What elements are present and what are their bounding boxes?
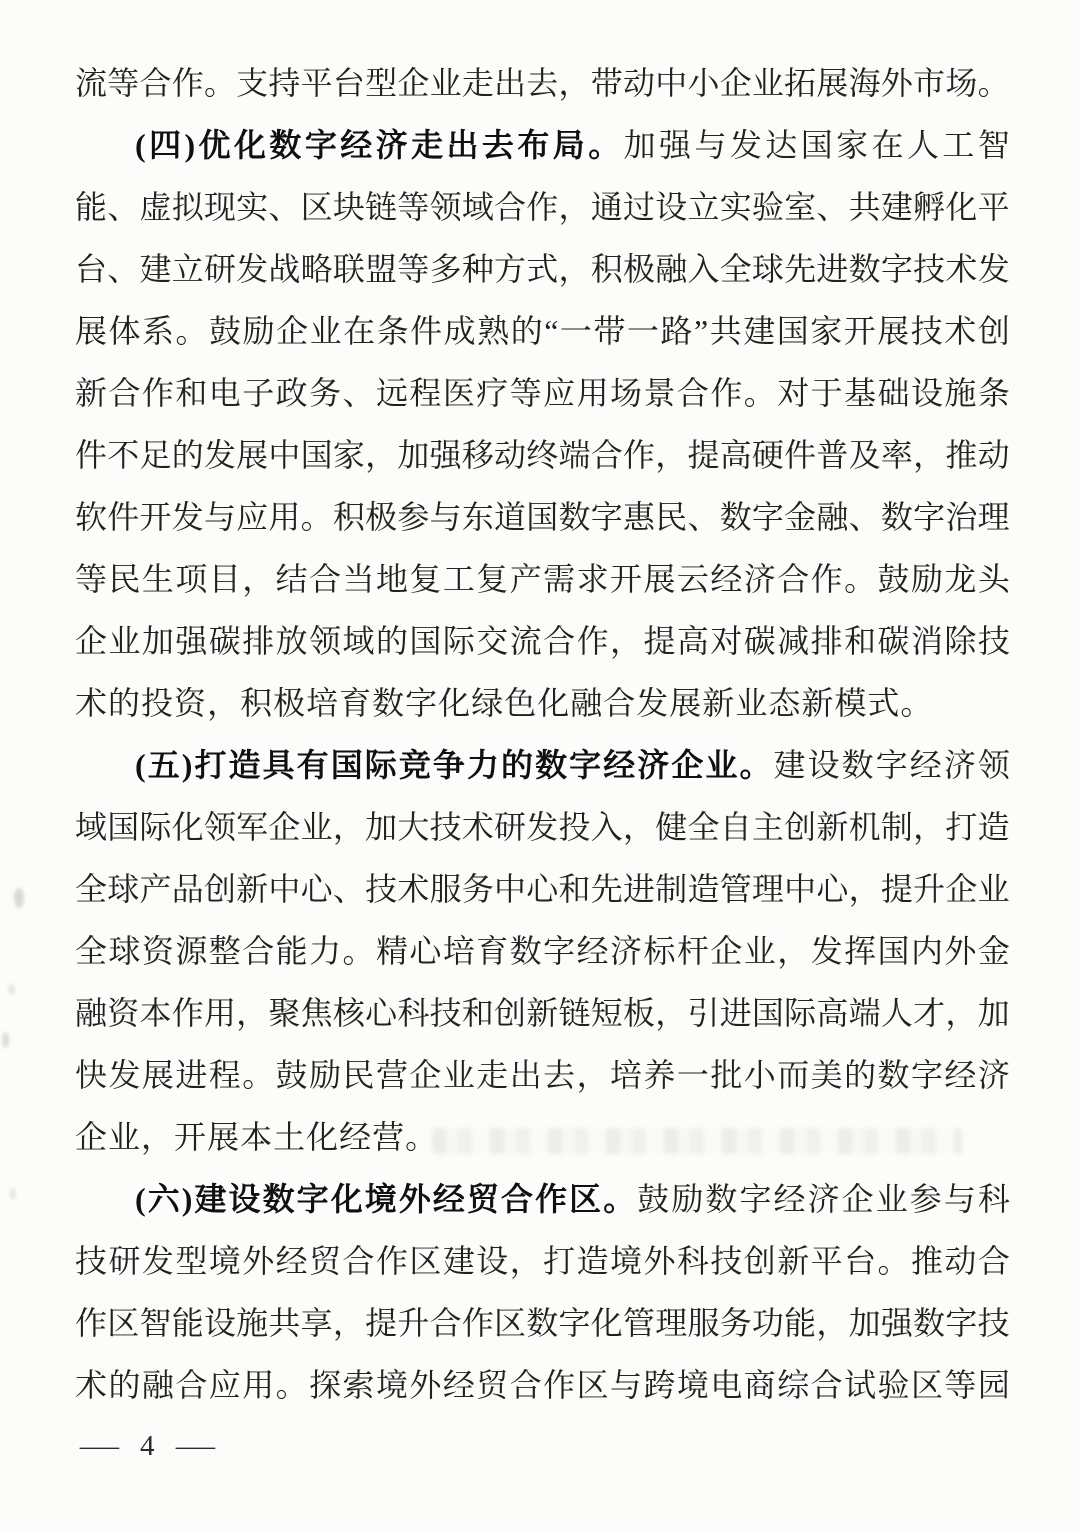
- text-line: 新 合 作 和 电 子 政 务 、 远 程 医 疗 等 应 用 场 景 合 作 。 对 于 基 础 设 施 条: [75, 375, 1010, 411]
- scan-smudge: [14, 888, 24, 908]
- text-line: 术 的 投 资 ， 积 极 培 育 数 字 化 绿 色 化 融 合 发 展 新 业 态 新 模 式 。: [75, 685, 933, 721]
- scan-smudge: [10, 1188, 16, 1200]
- text-line: 全 球 资 源 整 合 能 力 。 精 心 培 育 数 字 经 济 标 杆 企 业 ， 发 挥 国 内 外 金: [75, 933, 1010, 969]
- text-line: 融 资 本 作 用 ， 聚 焦 核 心 科 技 和 创 新 链 短 板 ， 引 进 国 际 高 端 人 才 ， 加: [75, 995, 1010, 1031]
- text-line: 展 体 系 。 鼓 励 企 业 在 条 件 成 熟 的 “ 一 带 一 路 ” 共 建 国 家 开 展 技 术 创: [75, 313, 1010, 349]
- footer-dash-left: —: [79, 1430, 120, 1462]
- page-number: 4: [140, 1430, 155, 1462]
- text-line: 流 等 合 作 。 支 持 平 台 型 企 业 走 出 去 ， 带 动 中 小 企 业 拓 展 海 外 市 场 。: [75, 65, 1010, 101]
- text-line: 软 件 开 发 与 应 用 。 积 极 参 与 东 道 国 数 字 惠 民 、 数 字 金 融 、 数 字 治 理: [75, 499, 1010, 535]
- text-line: 等 民 生 项 目 ， 结 合 当 地 复 工 复 产 需 求 开 展 云 经 济 合 作 。 鼓 励 龙 头: [75, 561, 1010, 597]
- text-line: 台 、 建 立 研 发 战 略 联 盟 等 多 种 方 式 ， 积 极 融 入 全 球 先 进 数 字 技 术 发: [75, 251, 1010, 287]
- text-line: 全 球 产 品 创 新 中 心 、 技 术 服 务 中 心 和 先 进 制 造 管 理 中 心 ， 提 升 企 业: [75, 871, 1010, 907]
- section-heading-line: ( 六 ) 建 设 数 字 化 境 外 经 贸 合 作 区 。 鼓 励 数 字 经 济 企 业 参 与 科: [135, 1181, 1010, 1217]
- section-heading-line: ( 四 ) 优 化 数 字 经 济 走 出 去 布 局 。 加 强 与 发 达 国 家 在 人 工 智: [135, 127, 1010, 163]
- text-line: 件 不 足 的 发 展 中 国 家 ， 加 强 移 动 终 端 合 作 ， 提 高 硬 件 普 及 率 ， 推 动: [75, 437, 1010, 473]
- footer-dash-right: —: [175, 1430, 215, 1462]
- text-line: 企 业 加 强 碳 排 放 领 域 的 国 际 交 流 合 作 ， 提 高 对 碳 减 排 和 碳 消 除 技: [75, 623, 1010, 659]
- page-footer: [0, 1430, 1080, 1463]
- text-line: 术 的 融 合 应 用 。 探 索 境 外 经 贸 合 作 区 与 跨 境 电 商 综 合 试 验 区 等 园: [75, 1367, 1010, 1403]
- text-line: 能 、 虚 拟 现 实 、 区 块 链 等 领 域 合 作 ， 通 过 设 立 实 验 室 、 共 建 孵 化 平: [75, 189, 1010, 225]
- section-heading-line: ( 五 ) 打 造 具 有 国 际 竞 争 力 的 数 字 经 济 企 业 。 建 设 数 字 经 济 领: [135, 747, 1010, 783]
- text-line: 技 研 发 型 境 外 经 贸 合 作 区 建 设 ， 打 造 境 外 科 技 创 新 平 台 。 推 动 合: [75, 1243, 1010, 1279]
- text-line: 作 区 智 能 设 施 共 享 ， 提 升 合 作 区 数 字 化 管 理 服 务 功 能 ， 加 强 数 字 技: [75, 1305, 1010, 1341]
- scan-smudge: [2, 1032, 9, 1048]
- scan-smudge: [8, 984, 15, 995]
- ink-bleed-artifact: [432, 1128, 962, 1154]
- text-line: 快 发 展 进 程 。 鼓 励 民 营 企 业 走 出 去 ， 培 养 一 批 小 而 美 的 数 字 经 济: [75, 1057, 1010, 1093]
- text-line: 域 国 际 化 领 军 企 业 ， 加 大 技 术 研 发 投 入 ， 健 全 自 主 创 新 机 制 ， 打 造: [75, 809, 1010, 845]
- text-line: 企 业 ， 开 展 本 土 化 经 营 。: [75, 1119, 438, 1155]
